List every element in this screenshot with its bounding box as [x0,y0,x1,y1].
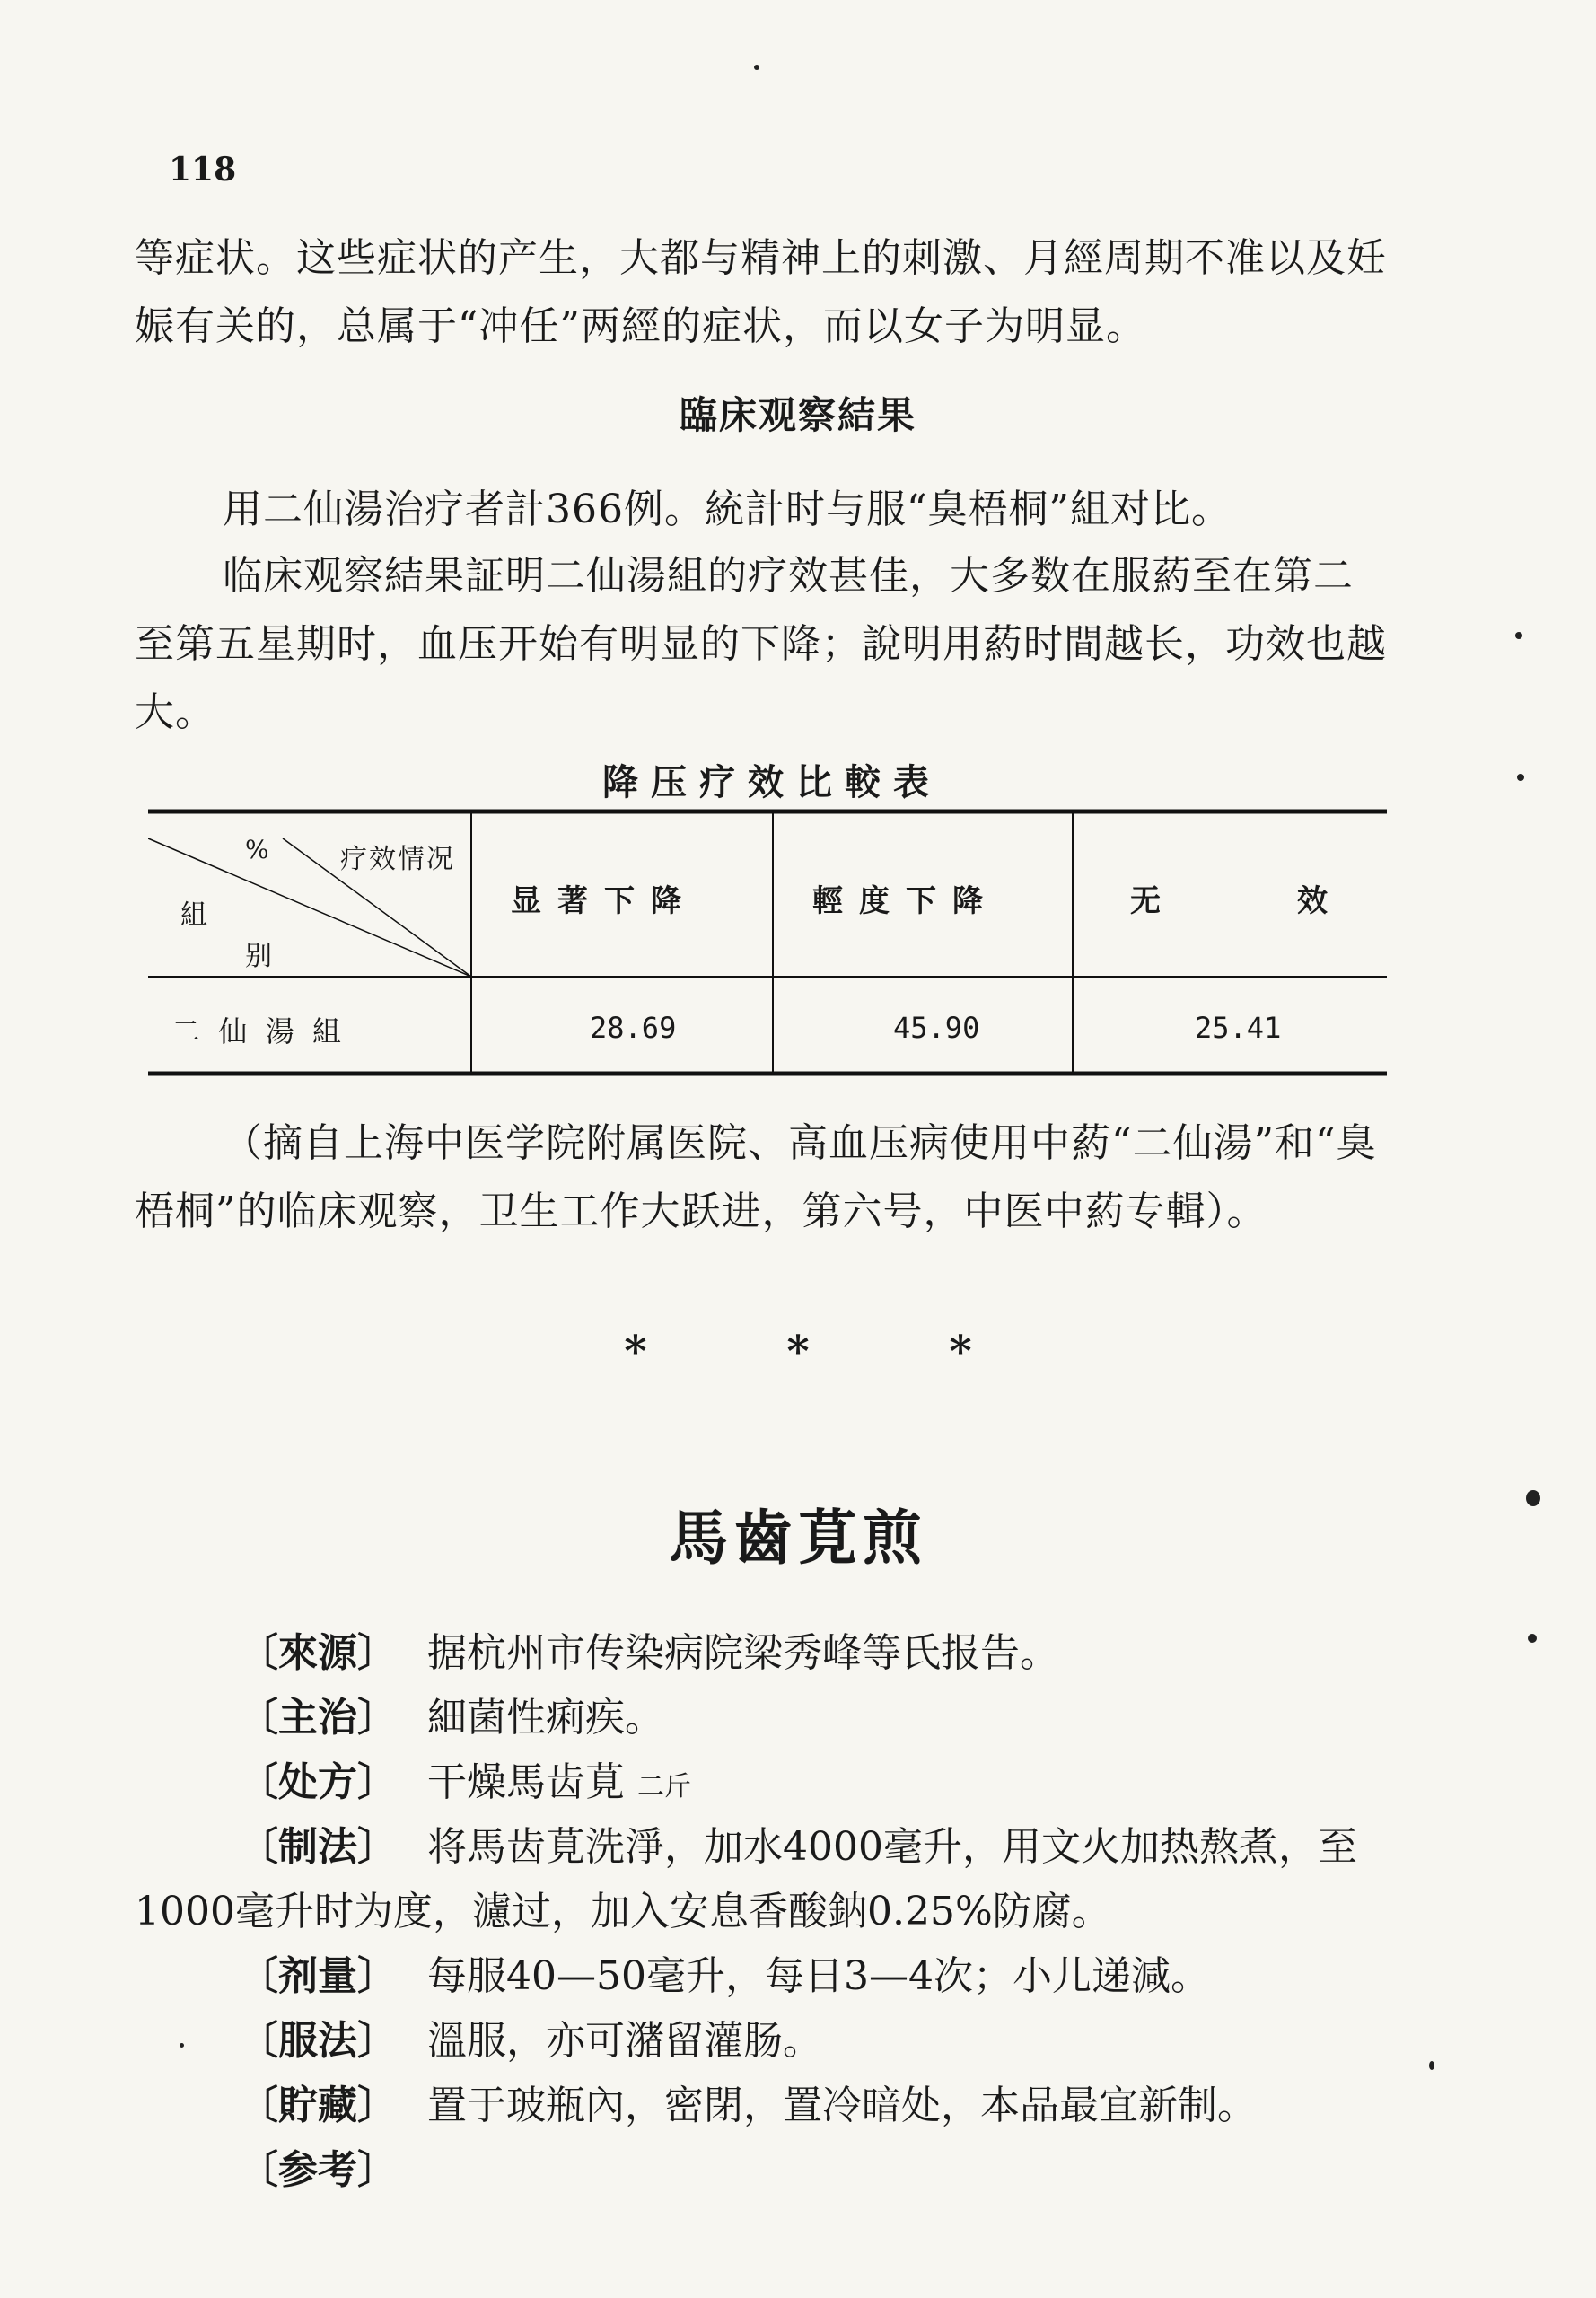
value-no-effect: 25.41 [1195,1011,1282,1045]
entry-source [239,1621,1059,1686]
column-header-effect: 效 [1297,883,1344,919]
entry-text: 将馬齿莧洗淨，加水4000毫升，用文火加热熬煮，至1000毫升时为度，濾过，加入安息香酸鈉0.25%防腐。 [135,1824,1357,1934]
corner-percent: % [245,835,269,864]
scan-speck [180,2043,184,2048]
entry-preparation [135,1815,1391,1944]
table-rules [148,806,1387,1093]
entry-text: 置于玻瓶內，密閉，置冷暗处，本品最宜新制。 [427,2083,1257,2128]
entry-label: 〔主治〕 [239,1695,397,1741]
entry-label: 〔來源〕 [239,1630,397,1676]
entry-label: 〔参考〕 [239,2147,397,2193]
page-number: 118 [169,151,237,189]
paragraph-case-count: 用二仙湯治疗者計366例。統計时与服“臭梧桐”組对比。 [223,487,1232,532]
corner-group-label: 組 [180,899,207,931]
column-header-no: 无 [1130,883,1177,919]
scan-speck [1515,632,1522,639]
entry-administration [239,2009,822,2074]
source-note: （摘自上海中医学院附属医院、高血压病使用中葯“二仙湯”和“臭梧桐”的临床观察，卫生工作大跃进，第六号，中医中葯专輯）。 [135,1120,1377,1234]
value-mild-drop: 45.90 [893,1011,980,1045]
scan-speck [1526,1490,1540,1506]
column-header-significant-drop: 显著下降 [511,883,697,919]
corner-effect-label: 疗效情况 [340,844,455,875]
separator-star: * [624,1327,647,1377]
section-separator [0,1327,1596,1377]
entry-storage [239,2074,1257,2138]
entry-dosage [239,1944,1210,2009]
entry-label: 〔处方〕 [239,1759,397,1805]
row-label-erxian-group: 二 仙 湯 組 [171,1014,342,1048]
recipe-title: 馬齒莧煎 [669,1503,927,1573]
entry-label: 〔剂量〕 [239,1953,397,1999]
column-header-mild-drop: 輕度下降 [812,883,999,919]
scan-speck [1517,774,1524,781]
entry-text: 每服40—50毫升，每日3—4次；小儿递減。 [427,1953,1210,1999]
comparison-table [148,806,1387,1093]
table-title: 降压疗效比較表 [602,761,942,803]
separator-star: * [949,1327,972,1377]
entry-text: 据杭州市传染病院梁秀峰等氏报告。 [427,1630,1059,1676]
value-significant-drop: 28.69 [590,1011,677,1045]
paragraph-results: 临床观察結果証明二仙湯組的疗效甚佳，大多数在服葯至在第二至第五星期时，血压开始有明显的下降；說明用葯时間越长，功效也越大。 [135,553,1387,735]
entry-text: 溫服，亦可潴留灌肠。 [427,2018,822,2064]
scan-speck [1528,1634,1537,1643]
entry-label: 〔制法〕 [239,1824,397,1870]
entry-label: 〔貯藏〕 [239,2083,397,2128]
scan-speck [1429,2061,1434,2070]
entry-prescription [239,1750,691,1820]
corner-group-label-2: 别 [245,941,272,972]
scan-speck [754,65,759,70]
entry-label: 〔服法〕 [239,2018,397,2064]
entry-reference [239,2138,427,2203]
entry-quantity: 二斤 [637,1771,691,1802]
intro-paragraph: 等症状。这些症状的产生，大都与精神上的刺激、月經周期不准以及妊娠有关的，总属于“冲任”两經的症状，而以女子为明显。 [135,235,1387,349]
entry-text: 細菌性痢疾。 [427,1695,664,1741]
entry-indication [239,1686,664,1750]
separator-star: * [786,1327,810,1377]
section-heading: 臨床观察結果 [679,393,916,437]
entry-text: 干燥馬齿莧 [427,1759,625,1805]
